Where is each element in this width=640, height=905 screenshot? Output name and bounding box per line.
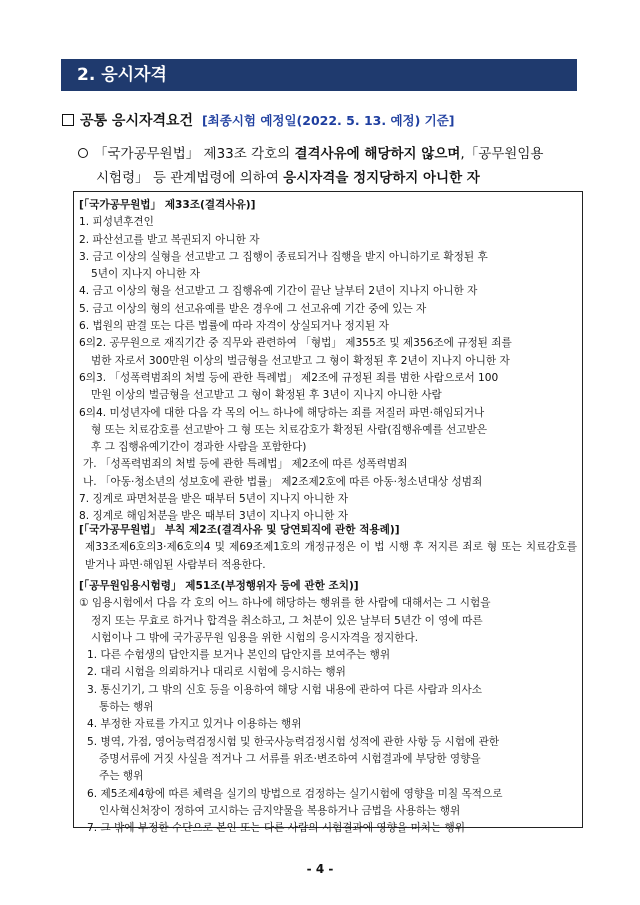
intro-bold-text: 응시자격을 정지당하지 아니한 자 xyxy=(283,170,480,186)
list-item: 6의2. 공무원으로 재직기간 중 직무와 관련하여 「형법」 제355조 및 제356조에 규정된 죄를 xyxy=(79,337,512,350)
article-33-block xyxy=(79,197,577,526)
list-item: 1. 다른 수험생의 답안지를 보거나 본인의 답안지를 보여주는 행위 xyxy=(87,649,391,662)
article-51-lead: 시험이나 그 밖에 국가공무원 임용을 위한 시험의 응시자격을 정지한다. xyxy=(91,631,419,644)
intro-line-1 xyxy=(78,142,578,166)
section-title-bar xyxy=(61,59,577,91)
list-item: 6. 제5조제4항에 따른 체력을 실기의 방법으로 검정하는 실기시험에 영향을 미칠 목적으로 xyxy=(87,787,503,800)
list-item: 4. 금고 이상의 형을 선고받고 그 집행유예 기간이 끝난 날부터 2년이 지나지 아니한 자 xyxy=(79,285,478,298)
list-item-continuation: 만원 이상의 벌금형을 선고받고 그 형이 확정된 후 3년이 지나지 아니한 사람 xyxy=(91,389,442,402)
list-item: 2. 대리 시험을 의뢰하거나 대리로 시험에 응시하는 행위 xyxy=(87,666,346,679)
intro-text: 시험령」 등 관계법령에 의하여 xyxy=(96,170,284,186)
list-subitem: 가. 「성폭력범죄의 처벌 등에 관한 특례법」 제2조에 따른 성폭력범죄 xyxy=(83,458,408,471)
list-item: 3. 통신기기, 그 밖의 신호 등을 이용하여 해당 시험 내용에 관하여 다른 사람과 의사소 xyxy=(87,683,482,696)
circle-bullet-icon xyxy=(78,148,88,158)
list-item-continuation: 주는 행위 xyxy=(99,770,144,783)
list-item: 7. 그 밖에 부정한 수단으로 본인 또는 다른 사람의 시험결과에 영향을 미치는 행위 xyxy=(87,822,465,835)
list-item: 8. 징계로 해임처분을 받은 때부터 3년이 지나지 아니한 자 xyxy=(79,510,348,523)
article-51-title: [「공무원임용시험령」 제51조(부정행위자 등에 관한 조치)] xyxy=(79,580,359,592)
list-item: 1. 피성년후견인 xyxy=(79,216,154,229)
list-item-continuation: 범한 자로서 300만원 이상의 벌금형을 선고받고 그 형이 확정된 후 2년이 지나지 아니한 자 xyxy=(91,354,510,367)
list-item: 6의4. 미성년자에 대한 다음 각 목의 어느 하나에 해당하는 죄를 저질러 파면·해임되거나 xyxy=(79,406,485,419)
article-51-lead: 정지 또는 무효로 하거나 합격을 취소하고, 그 처분이 있은 날부터 5년간 이 영에 따른 xyxy=(91,614,483,627)
list-item: 4. 부정한 자료를 가지고 있거나 이용하는 행위 xyxy=(87,718,302,731)
page-number: - 4 - xyxy=(306,862,334,876)
list-item-continuation: 통하는 행위 xyxy=(99,701,154,714)
article-33-title: [「국가공무원법」 제33조(결격사유)] xyxy=(79,199,256,211)
list-item-continuation: 5년이 지나지 아니한 자 xyxy=(91,268,200,281)
intro-text: 「국가공무원법」 제33조 각호의 xyxy=(94,146,295,162)
list-item-continuation: 후 그 집행유예기간이 경과한 사람을 포함한다) xyxy=(91,441,307,454)
list-item: 6의3. 「성폭력범죄의 처벌 등에 관한 특례법」 제2조에 규정된 죄를 범한 사람으로서 100 xyxy=(79,371,499,384)
list-item: 2. 파산선고를 받고 복권되지 아니한 자 xyxy=(79,233,260,246)
requirements-heading xyxy=(62,110,602,130)
intro-text: ,「공무원임용 xyxy=(460,146,544,162)
list-item: 3. 금고 이상의 실형을 선고받고 그 집행이 종료되거나 집행을 받지 아니하기로 확정된 후 xyxy=(79,250,488,263)
supplementary-text: 제33조제6호의3·제6호의4 및 제69조제1호의 개정규정은 이 법 시행 후 저지른 죄로 형 또는 치료감호를 받거나 파면·해임된 사람부터 적용한다. xyxy=(85,541,577,571)
heading-date-note: [최종시험 예정일(2022. 5. 13. 예정) 기준] xyxy=(201,113,455,128)
intro-bold-text: 결격사유에 해당하지 않으며 xyxy=(294,146,461,162)
intro-line-2 xyxy=(78,166,578,190)
section-title: 2. 응시자격 xyxy=(77,65,167,85)
list-subitem: 나. 「아동·청소년의 성보호에 관한 법률」 제2조제2호에 따른 아동·청소년대상 성범죄 xyxy=(83,475,483,488)
article-51-lead: ① 임용시험에서 다음 각 호의 어느 하나에 해당하는 행위를 한 사람에 대해서는 그 시험을 xyxy=(79,597,491,610)
list-item: 6. 법원의 판결 또는 다른 법률에 따라 자격이 상실되거나 정지된 자 xyxy=(79,320,389,333)
supplementary-title: [「국가공무원법」 부칙 제2조(결격사유 및 당연퇴직에 관한 적용례)] xyxy=(79,524,400,536)
supplementary-provision-block xyxy=(79,522,577,574)
list-item: 5. 금고 이상의 형의 선고유예를 받은 경우에 그 선고유예 기간 중에 있는 자 xyxy=(79,302,427,315)
list-item-continuation: 인사혁신처장이 정하여 고시하는 금지약물을 복용하거나 금법을 사용하는 행위 xyxy=(99,804,461,817)
intro-paragraph xyxy=(78,142,578,190)
article-51-block xyxy=(79,578,577,837)
list-item-continuation: 증명서류에 거짓 사실을 적거나 그 서류를 위조·변조하여 시험결과에 부당한 영향을 xyxy=(99,752,481,765)
heading-label: 공통 응시자격요건 xyxy=(80,113,194,129)
list-item: 5. 병역, 가점, 영어능력검정시험 및 한국사능력검정시험 성적에 관한 사항 등 시험에 관한 xyxy=(87,735,500,748)
list-item-continuation: 형 또는 치료감호를 선고받아 그 형 또는 치료감호가 확정된 사람(집행유예를 선고받은 xyxy=(91,423,487,436)
square-bullet-icon xyxy=(62,114,74,126)
list-item: 7. 징계로 파면처분을 받은 때부터 5년이 지나지 아니한 자 xyxy=(79,493,348,506)
